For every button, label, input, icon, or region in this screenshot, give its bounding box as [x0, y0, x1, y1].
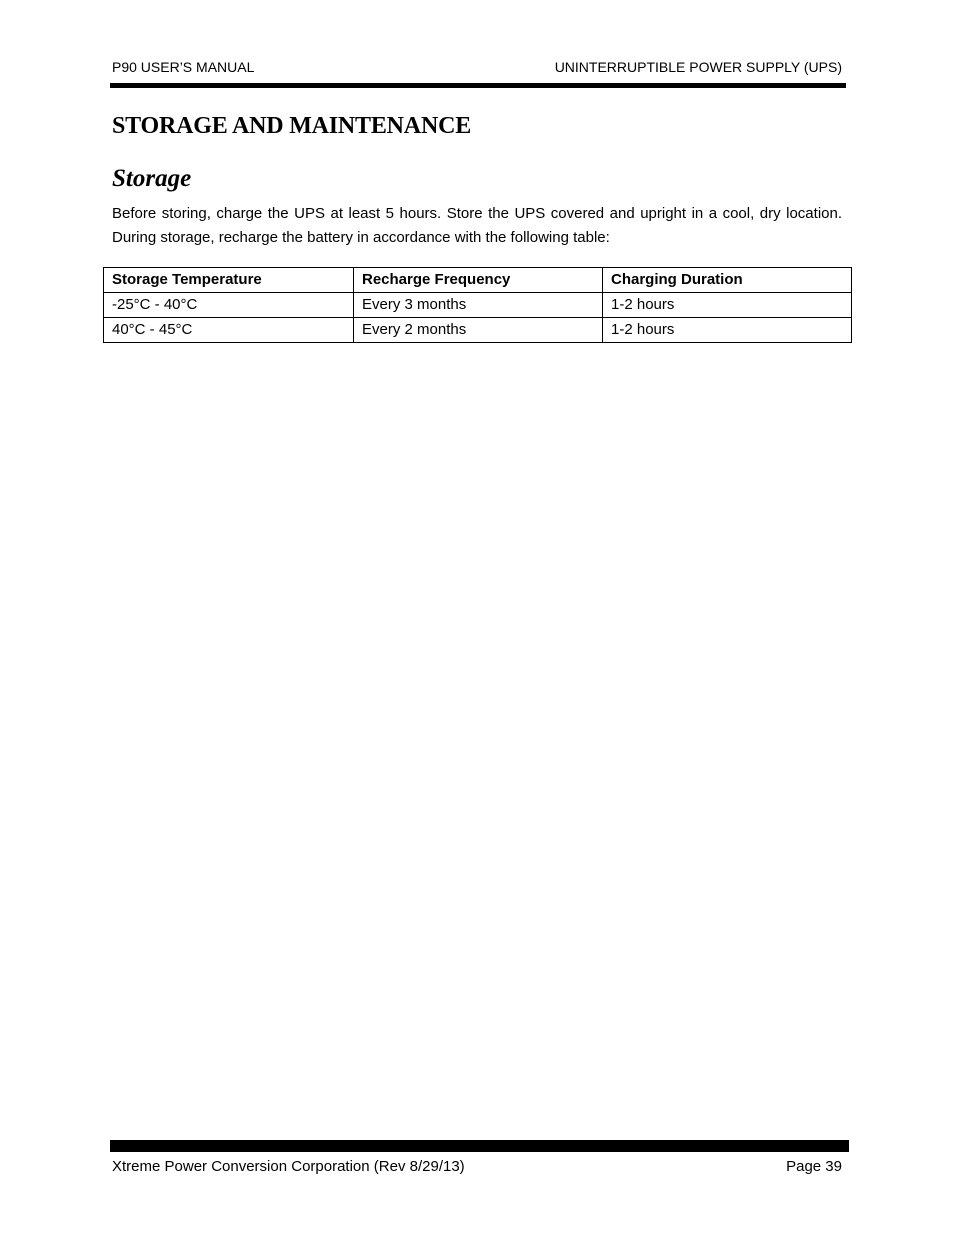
footer-divider — [110, 1140, 849, 1152]
page-header — [112, 57, 842, 77]
header-product-title: UNINTERRUPTIBLE POWER SUPPLY (UPS) — [554, 59, 842, 75]
cell-storage-temperature: -25°C - 40°C — [104, 293, 354, 318]
header-charging-duration: Charging Duration — [603, 268, 852, 293]
cell-recharge-frequency: Every 2 months — [354, 318, 603, 343]
subsection-title: Storage — [112, 165, 192, 192]
page-number: Page 39 — [786, 1158, 842, 1175]
table-row — [104, 318, 852, 343]
cell-storage-temperature: 40°C - 45°C — [104, 318, 354, 343]
recharge-schedule-table — [103, 267, 852, 343]
header-manual-title: P90 USER’S MANUAL — [112, 59, 255, 75]
header-storage-temperature: Storage Temperature — [104, 268, 354, 293]
header-divider — [110, 83, 846, 88]
table-row — [104, 293, 852, 318]
storage-paragraph: Before storing, charge the UPS at least 5 hours. Store the UPS covered and upright in a cool, dry location. During storage, recharge the battery in accordance with the following table: — [112, 205, 842, 246]
footer-company-revision: Xtreme Power Conversion Corporation (Rev 8/29/13) — [112, 1158, 465, 1175]
cell-charging-duration: 1-2 hours — [603, 318, 852, 343]
section-title: STORAGE AND MAINTENANCE — [112, 113, 472, 139]
header-recharge-frequency: Recharge Frequency — [354, 268, 603, 293]
cell-charging-duration: 1-2 hours — [603, 293, 852, 318]
cell-recharge-frequency: Every 3 months — [354, 293, 603, 318]
page-footer — [112, 1157, 842, 1177]
table-header-row — [104, 268, 852, 293]
